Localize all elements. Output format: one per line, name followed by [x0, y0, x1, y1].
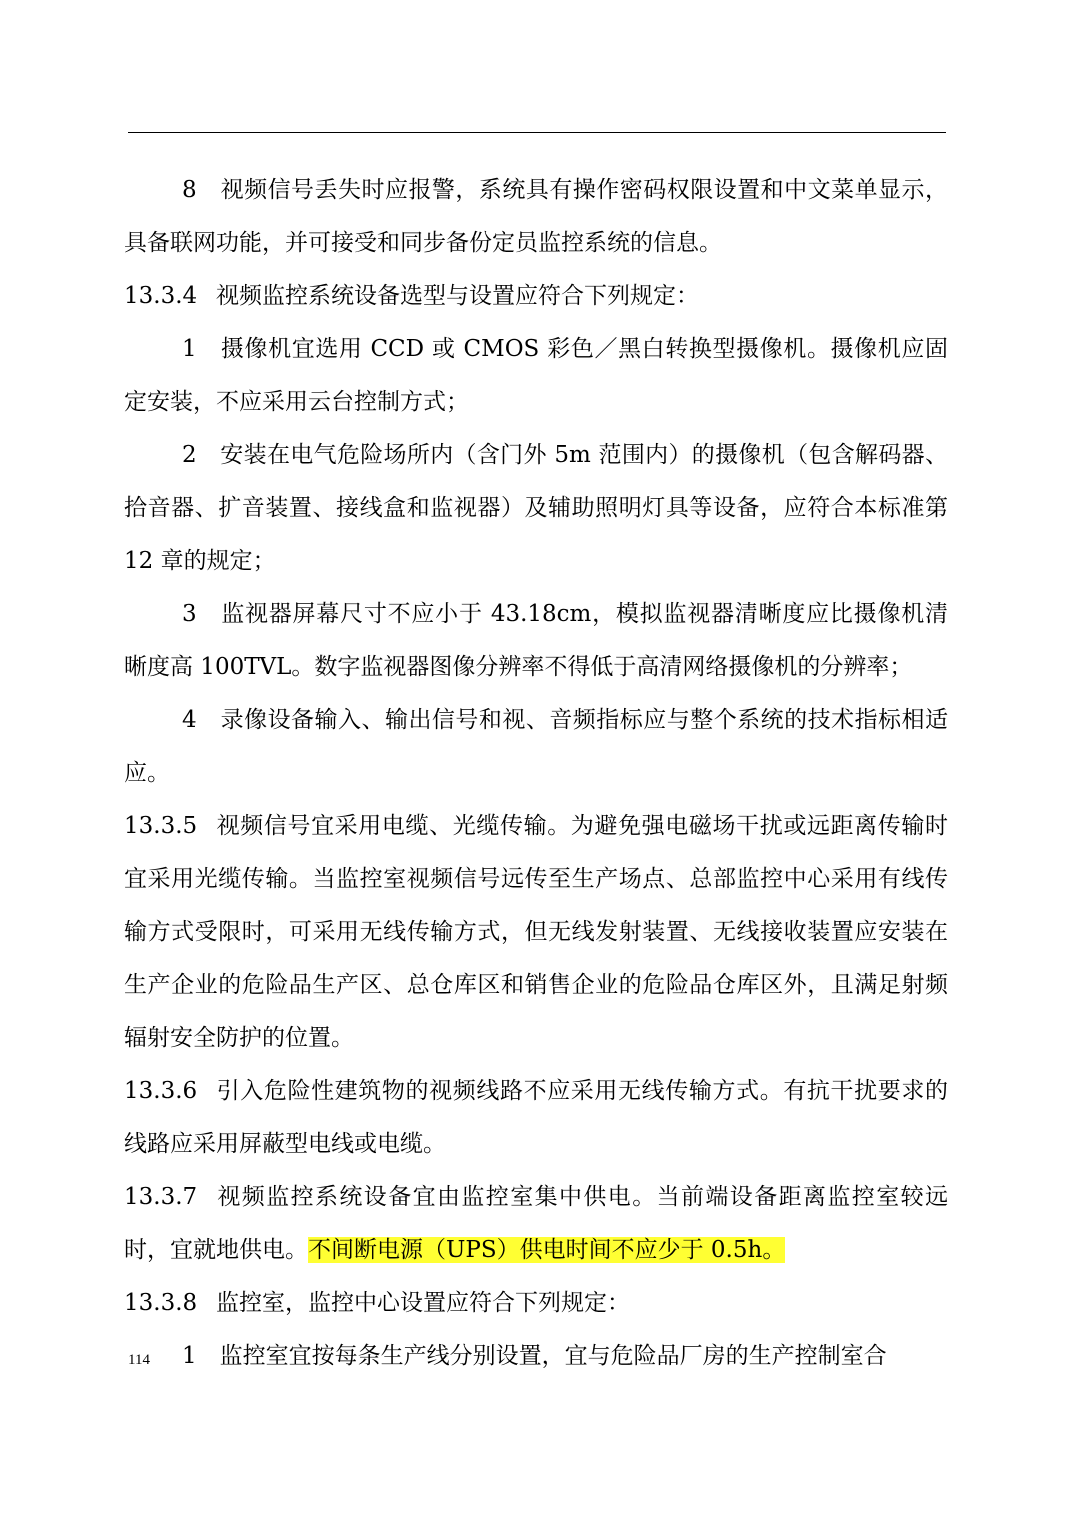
page-number: 114	[128, 1352, 150, 1368]
clause: 13.3.6 引入危险性建筑物的视频线路不应采用无线传输方式。有抗干扰要求的线路应采用屏蔽型电线或电缆。	[124, 1065, 948, 1171]
clause: 13.3.5 视频信号宜采用电缆、光缆传输。为避免强电磁场干扰或远距离传输时宜采用光缆传输。当监控室视频信号远传至生产场点、总部监控中心采用有线传输方式受限时，可采用无线传输方式，但无线发射装置、无线接收装置应安装在生产企业的危险品生产区、总仓库区和销售企业的危险品仓库区外，且满足射频辐射安全防护的位置。	[124, 800, 948, 1065]
document-body	[124, 164, 948, 1383]
clause: 13.3.8 监控室，监控中心设置应符合下列规定：	[124, 1277, 948, 1330]
list-item: 3 监视器屏幕尺寸不应小于 43.18cm，模拟监视器清晰度应比摄像机清晰度高 100TVL。数字监视器图像分辨率不得低于高清网络摄像机的分辨率；	[124, 601, 948, 680]
clause-number: 13.3.7	[124, 1184, 198, 1210]
clause-number: 13.3.4	[124, 283, 198, 309]
list-item: 1 摄像机宜选用 CCD 或 CMOS 彩色／黑白转换型摄像机。摄像机应固定安装，不应采用云台控制方式；	[124, 336, 948, 415]
header-rule	[128, 132, 946, 133]
clause: 13.3.4 视频监控系统设备选型与设置应符合下列规定：	[124, 270, 948, 323]
clause-number: 13.3.8	[124, 1290, 198, 1316]
clause-number: 13.3.6	[124, 1078, 198, 1104]
list-item: 8 视频信号丢失时应报警，系统具有操作密码权限设置和中文菜单显示，具备联网功能，并可接受和同步备份定员监控系统的信息。	[124, 177, 949, 256]
clause-number: 13.3.5	[124, 813, 198, 839]
list-item: 4 录像设备输入、输出信号和视、音频指标应与整个系统的技术指标相适应。	[124, 707, 949, 786]
clause: 13.3.7 视频监控系统设备宜由监控室集中供电。当前端设备距离监控室较远时，宜就地供电。不间断电源（UPS）供电时间不应少于 0.5h。	[124, 1171, 948, 1277]
list-item: 1 监控室宜按每条生产线分别设置，宜与危险品厂房的生产控制室合	[182, 1343, 887, 1369]
highlighted-text: 不间断电源（UPS）供电时间不应少于 0.5h。	[308, 1237, 786, 1263]
list-item: 2 安装在电气危险场所内（含门外 5m 范围内）的摄像机（包含解码器、拾音器、扩音装置、接线盒和监视器）及辅助照明灯具等设备，应符合本标准第 12 章的规定；	[124, 442, 949, 574]
